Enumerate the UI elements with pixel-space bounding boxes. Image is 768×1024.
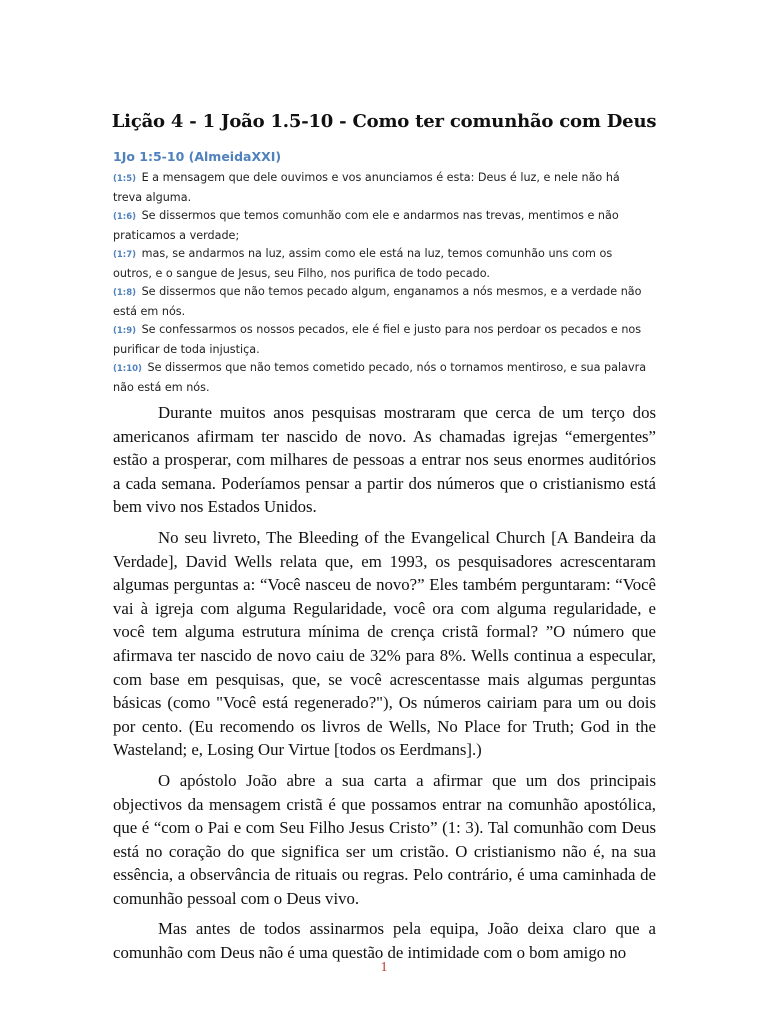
verse-number: (1:5) [113, 174, 136, 184]
verse-item [113, 283, 651, 320]
verse-list [113, 169, 651, 397]
page-number: 1 [380, 960, 388, 975]
verse-number: (1:8) [113, 288, 136, 298]
verse-item [113, 207, 651, 244]
verse-item [113, 245, 651, 282]
verse-text: mas, se andarmos na luz, assim como ele está na luz, temos comunhão uns com os outros, e o sangue de Jesus, seu Filho, nos purifica de todo pecado. [113, 247, 613, 280]
verse-item [113, 359, 651, 396]
verse-text: Se dissermos que temos comunhão com ele e andarmos nas trevas, mentimos e não praticamos a verdade; [113, 209, 619, 242]
body-text [113, 401, 656, 972]
verse-text: E a mensagem que dele ouvimos e vos anunciamos é esta: Deus é luz, e nele não há treva alguma. [113, 171, 620, 204]
verse-text: Se confessarmos os nossos pecados, ele é fiel e justo para nos perdoar os pecados e nos purificar de toda injustiça. [113, 323, 642, 356]
body-paragraph: Mas antes de todos assinarmos pela equipa, João deixa claro que a comunhão com Deus não é uma questão de intimidade com o bom amigo no [113, 919, 656, 963]
verse-number: (1:10) [113, 364, 142, 374]
verse-item [113, 169, 651, 206]
body-paragraph: No seu livreto, The Bleeding of the Evangelical Church [A Bandeira da Verdade], David Wells relata que, em 1993, os pesquisadores acrescentaram algumas perguntas a: “Você nasceu de novo?” Eles também perguntaram: “Você vai à igreja com alguma Regularidade, você ora com alguma regularidade, e você tem alguma estrutura mínima de crença cristã formal? ”O número que afirmava ter nascido de novo caiu de 32% para 8%. Wells continua a especular, com base em pesquisas, que, se você acrescentasse mais algumas perguntas básicas (como "Você está regenerado?"), Os números cairiam para um ou dois por cento. (Eu recomendo os livros de Wells, No Place for Truth; God in the Wasteland; e, Losing Our Virtue [todos os Eerdmans].) [113, 527, 656, 760]
verse-text: Se dissermos que não temos cometido pecado, nós o tornamos mentiroso, e sua palavra não está em nós. [113, 361, 647, 394]
body-paragraph: Durante muitos anos pesquisas mostraram que cerca de um terço dos americanos afirmam ter nascido de novo. As chamadas igrejas “emergentes” estão a prosperar, com milhares de pessoas a entrar nos seus enormes auditórios a cada semana. Poderíamos pensar a partir dos números que o cristianismo está bem vivo nos Estados Unidos. [113, 403, 656, 517]
body-paragraph: O apóstolo João abre a sua carta a afirmar que um dos principais objectivos da mensagem cristã é que possamos entrar na comunhão apostólica, que é “com o Pai e com Seu Filho Jesus Cristo” (1: 3). Tal comunhão com Deus está no coração do que significa ser um cristão. O cristianismo não é, na sua essência, a observância de rituais ou regras. Pelo contrário, é uma caminhada de comunhão pessoal com o Deus vivo. [113, 770, 656, 908]
verse-text: Se dissermos que não temos pecado algum, enganamos a nós mesmos, e a verdade não está em nós. [113, 285, 642, 318]
verse-number: (1:7) [113, 250, 136, 260]
scripture-reference-heading: 1Jo 1:5-10 (AlmeidaXXI) [113, 149, 282, 164]
verse-number: (1:6) [113, 212, 136, 222]
verse-number: (1:9) [113, 326, 136, 336]
lesson-title: Lição 4 - 1 João 1.5-10 - Como ter comunhão com Deus [111, 111, 657, 132]
verse-item [113, 321, 651, 358]
